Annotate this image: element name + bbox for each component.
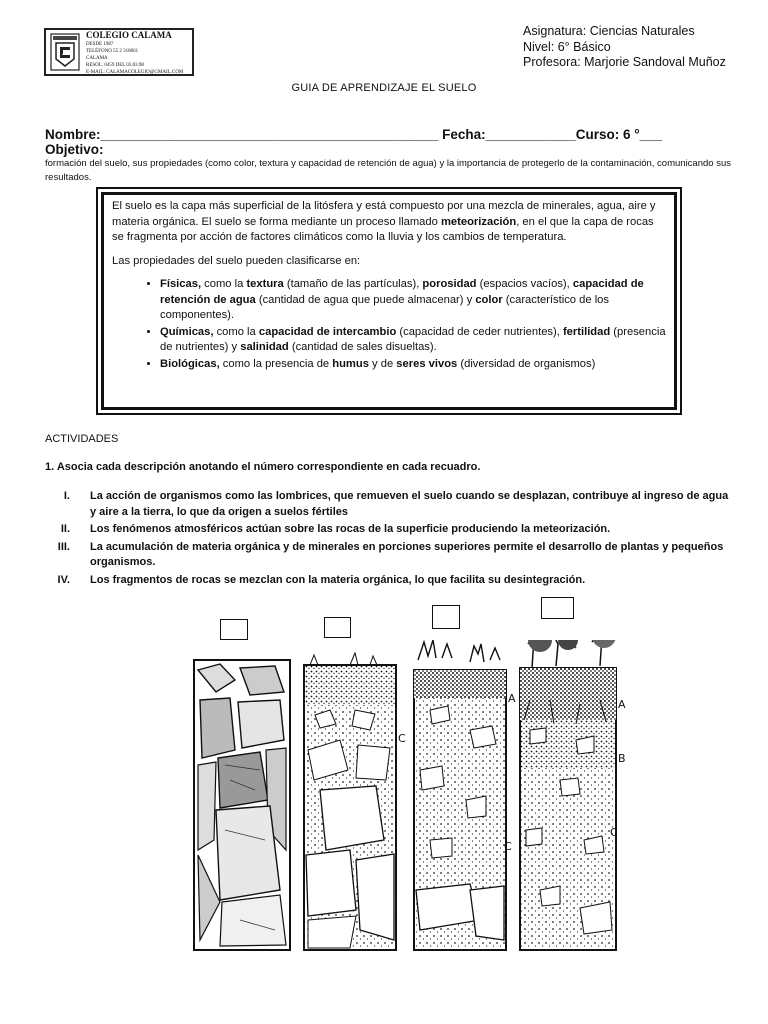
statement-item	[45, 522, 735, 538]
school-info	[86, 32, 183, 76]
statements-list	[45, 489, 735, 590]
statement-number: IV.	[57, 573, 70, 586]
soil-column-rock	[194, 660, 290, 950]
name-date-course-fields[interactable]: Nombre:_____________________________________________ Fecha:____________Curso: 6 °___	[45, 127, 663, 142]
info-text: El suelo es la capa más superficial de la litósfera y está compuesto por una mezcla de minerales, agua, aire y materia orgánica. El suelo se forma mediante un proceso llamado	[112, 200, 656, 228]
teacher-line: Profesora: Marjorie Sandoval Muñoz	[523, 55, 726, 69]
objective-text: formación del suelo, sus propiedades (como color, textura y capacidad de retención de agua) y la importancia de protegerlo de la contaminación, comunicando sus resultados.	[45, 158, 731, 183]
horizon-label-a: A	[508, 692, 516, 705]
school-line: TELÉFONO 55 2 318661	[86, 49, 139, 54]
statement-number: III.	[57, 540, 70, 553]
activities-title: ACTIVIDADES	[45, 433, 119, 445]
school-name: COLEGIO CALAMA	[86, 30, 172, 40]
info-box-content	[101, 192, 677, 410]
info-paragraph: Las propiedades del suelo pueden clasificarse en:	[112, 254, 361, 267]
school-line: DESDE 1987	[86, 42, 114, 47]
school-line: CALAMA	[86, 56, 108, 61]
answer-box-3[interactable]	[432, 605, 460, 629]
info-paragraph	[112, 199, 666, 246]
statement-item	[45, 540, 735, 571]
page-title: GUIA DE APRENDIZAJE EL SUELO	[291, 82, 477, 94]
soil-column-fragmented	[304, 653, 406, 950]
objective-label: Objetivo:	[45, 142, 104, 157]
properties-list	[112, 277, 666, 372]
horizon-label-c: C	[398, 732, 406, 745]
horizon-label-a: A	[618, 698, 626, 711]
soil-column-young-soil	[414, 640, 516, 950]
statement-text: Los fragmentos de rocas se mezclan con la materia orgánica, lo que facilita su desintegración.	[90, 573, 586, 586]
subject-line: Asignatura: Ciencias Naturales	[523, 24, 695, 38]
statement-text: La acción de organismos como las lombrices, que remueven el suelo cuando se desplazan, contribuye al ingreso de agua y aire a la tierra, lo que da origen a suelos fértiles	[90, 490, 729, 518]
answer-box-1[interactable]	[220, 619, 248, 640]
property-biological: • Biológicas, como la presencia de humus y de seres vivos (diversidad de organismos)	[160, 357, 666, 373]
school-line: E-MAIL: CALAMACOLEGIO@GMAIL.COM	[86, 70, 184, 75]
soil-column-mature-soil	[520, 640, 626, 950]
property-chemical: • Químicas, como la capacidad de intercambio (capacidad de ceder nutrientes), fertilidad (presencia de nutrientes) y salinidad (cantidad de sales disueltas).	[160, 325, 666, 356]
question-1: 1. Asocia cada descripción anotando el número correspondiente en cada recuadro.	[45, 461, 481, 473]
info-text: , en el que la capa de rocas se fragmenta por acción de factores climáticos como la lluvia y los cambios de temperatura.	[112, 215, 654, 243]
horizon-label-b: B	[618, 752, 626, 765]
statement-item	[45, 573, 735, 589]
horizon-label-c: C	[610, 826, 618, 839]
school-crest-icon	[50, 33, 80, 71]
info-keyword: meteorización	[440, 215, 517, 228]
statement-number: II.	[60, 523, 70, 535]
statement-text: Los fenómenos atmosféricos actúan sobre las rocas de la superficie produciendo la meteorización.	[90, 523, 611, 535]
soil-formation-illustration	[180, 640, 640, 960]
answer-box-4[interactable]	[541, 597, 574, 619]
level-line: Nivel: 6° Básico	[523, 39, 611, 54]
info-box	[96, 187, 682, 415]
school-line: RESOL. 0459 DEL 03.03.98	[86, 63, 144, 68]
school-logo	[44, 28, 194, 76]
horizon-label-c: C	[504, 840, 512, 853]
statement-item	[45, 489, 735, 520]
subject-info	[523, 24, 726, 71]
answer-box-2[interactable]	[324, 617, 351, 638]
property-physical: • Físicas, como la textura (tamaño de las partículas), porosidad (espacios vacíos), capacidad de retención de agua (cantidad de agua que puede almacenar) y color (característico de los componentes).	[160, 277, 666, 324]
statement-number: I.	[63, 490, 70, 502]
statement-text: La acumulación de materia orgánica y de minerales en porciones superiores permite el desarrollo de plantas y pequeños organismos.	[90, 540, 724, 568]
